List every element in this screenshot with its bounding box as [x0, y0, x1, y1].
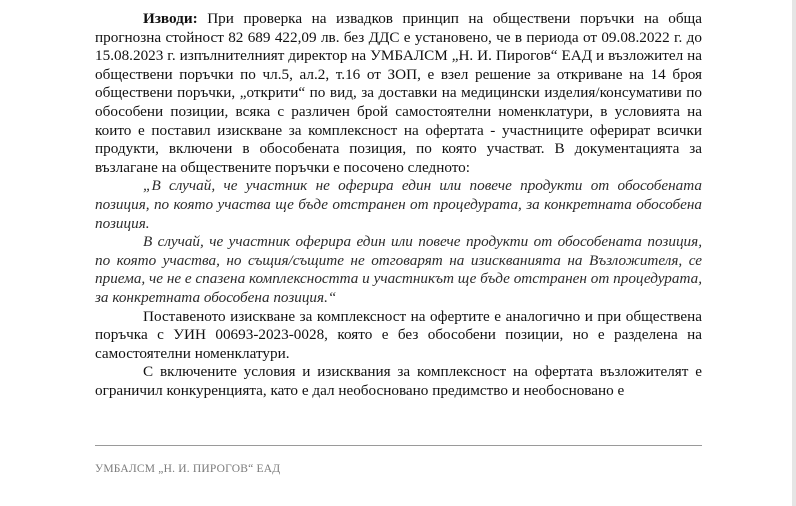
findings-text: При проверка на извадков принцип на обществени поръчки на обща прогнозна стойност 82 689 422,09 лв. без ДДС е установено, че в периода от 09.08.2022 г. до 15.08.2023 г. изпълнителният директор на УМБАЛСМ „Н. И. Пирогов“ ЕАД и възложител на обществени поръчки по чл.5, ал.2, т.16 от ЗОП, е взел решение за откриване на 14 броя обществени поръчки, „открити“ по вид, за доставки на медицински изделия/консумативи по обособени позиции, всяка с различен брой самостоятелни номенклатури, в условията на които е поставил изискване за комплексност на офертата - участниците оферират всички продукти, включени в обособената позиция, по която участват. В документацията за възлагане на обществените поръчки е посочено следното:: [95, 10, 702, 176]
quoted-requirement-2: В случай, че участник оферира един или повече продукти от обособената позиция, по която участва, но същия/същите не отговарят на изискванията на Възложителя, се приема, че не е спазена комплексността и участникът ще бъде отстранен от процедурата, за конкретната обособена позиция.“: [95, 233, 702, 306]
footer-organization: УМБАЛСМ „Н. И. ПИРОГОВ“ ЕАД: [95, 463, 281, 475]
findings-paragraph: [95, 10, 702, 177]
quoted-requirement-1: „В случай, че участник не оферира един или повече продукти от обособената позиция, по която участва ще бъде отстранен от процедурата, за конкретната обособена позиция.: [95, 177, 702, 232]
findings-heading: Изводи:: [143, 10, 198, 27]
complexity-paragraph: Поставеното изискване за комплексност на офертите е аналогично и при обществена поръчка с УИН 00693-2023-0028, която е без обособени позиции, но е разделена на самостоятелни номенклатури.: [95, 307, 702, 362]
document-body: [95, 10, 702, 400]
footer-divider: [95, 445, 702, 446]
window-edge: [792, 0, 796, 506]
competition-paragraph: С включените условия и изисквания за комплексност на офертата възложителят е ограничил конкуренцията, като е дал необосновано предимство и необосновано е: [95, 363, 702, 399]
